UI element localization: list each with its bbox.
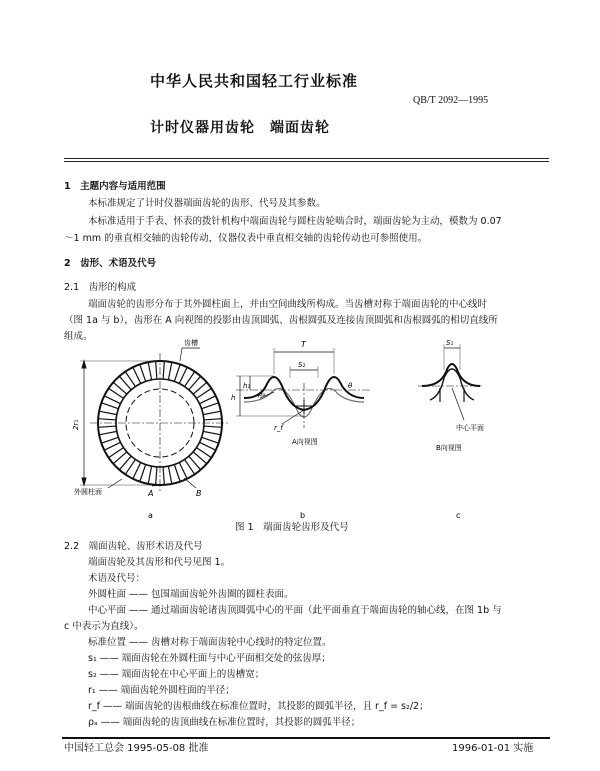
document-title: 计时仪器用齿轮 端面齿轮 <box>150 120 330 136</box>
gear-tooth-line <box>148 362 151 380</box>
section-1-para-2b: ～1 mm 的垂直相交轴的齿轮传动，仪器仪表中垂直相交轴的齿轮传动也可参照使用。 <box>64 233 428 244</box>
section-2-2-line-9: r_f —— 端面齿轮的齿根曲线在标准位置时，其投影的圆弧半径，且 r_f = s₂/2； <box>88 701 429 712</box>
label-outer-cylinder: 外圆柱面 <box>74 488 102 496</box>
gear-tooth-line <box>99 411 117 414</box>
section-2-heading: 2 齿形、术语及代号 <box>64 258 157 269</box>
gear-tooth-line <box>101 403 118 409</box>
gear-tooth-line <box>104 396 120 404</box>
gear-tooth-line <box>163 361 164 379</box>
figure-1-diagram <box>60 338 550 536</box>
b-view-profile-drawing <box>418 344 484 420</box>
gear-tooth-line <box>163 467 164 485</box>
gear-tooth-line <box>140 465 146 482</box>
gear-tooth-line <box>174 364 180 381</box>
section-2-2-line-2: 术语及代号： <box>88 573 146 584</box>
section-2-1-para-b: （图 1a 与 b），齿形在 A 向视图的投影由齿顶圆弧、齿根圆弧及连接齿顶圆弧和齿根圆弧的相切直线所 <box>64 315 498 326</box>
label-A-arrow: A <box>148 489 154 498</box>
gear-tooth-line <box>204 426 222 427</box>
gear-tooth-line <box>140 364 146 381</box>
gear-ring-drawing <box>80 348 230 493</box>
label-a-view: A向视图 <box>292 438 318 446</box>
label-rho: ρₐ <box>258 390 266 398</box>
section-2-2-line-8: r₁ —— 端面齿轮外圆柱面的半径； <box>88 685 235 696</box>
fig-sub-c: c <box>456 511 461 520</box>
footer-approval: 中国轻工总会 1995-05-08 批准 <box>64 743 209 754</box>
label-s2: S₂ <box>298 361 306 369</box>
figure-caption: 图 1 端面齿轮齿形及代号 <box>235 522 349 533</box>
gear-tooth-line <box>200 396 216 404</box>
section-2-2-line-5: 标准位置 —— 齿槽对称于端面齿轮中心线时的特定位置。 <box>88 637 332 648</box>
label-theta: θ <box>348 382 353 390</box>
gear-tooth-line <box>99 431 117 434</box>
gear-tooth-line <box>104 442 120 450</box>
section-2-1-para-a: 端面齿轮的齿形分布于其外圆柱面上，并由空间曲线所构成。当齿槽对称于端面齿轮的中心线时 <box>88 299 488 310</box>
standard-code: QB/T 2092—1995 <box>413 95 489 106</box>
gear-tooth-line <box>168 466 171 484</box>
label-center-plane: 中心平面 <box>456 424 484 432</box>
gear-tooth-line <box>203 431 221 434</box>
gear-tooth-line <box>98 426 116 427</box>
label-T: T <box>301 340 306 349</box>
section-2-2-line-1: 端面齿轮及其齿形和代号见图 1。 <box>88 557 231 568</box>
label-h: h <box>231 394 236 402</box>
section-1-heading: 1 主题内容与适用范围 <box>64 181 166 192</box>
gear-tooth-line <box>179 367 187 383</box>
gear-tooth-line <box>202 437 219 443</box>
footer-effective-date: 1996-01-01 实施 <box>452 743 534 754</box>
section-2-2-heading: 2.2 端面齿轮、齿形术语及代号 <box>64 541 203 552</box>
label-h1: h₁ <box>243 382 251 390</box>
section-2-2-line-6: s₁ —— 端面齿轮在外圆柱面与中心平面相交处的弦齿厚； <box>88 653 331 664</box>
label-b-view: B向视图 <box>436 444 462 452</box>
header-rule-top <box>64 158 549 159</box>
section-2-2-line-4a: 中心平面 —— 通过端面齿轮诸齿顶圆弧中心的平面（此平面垂直于端面齿轮的轴心线，在图 1b 与 <box>88 605 502 616</box>
gear-tooth-line <box>148 466 151 484</box>
label-tooth-slot: 齿槽 <box>184 339 198 347</box>
header-rule-bottom <box>64 161 549 162</box>
label-2r1: 2r₁ <box>72 419 80 430</box>
section-2-1-heading: 2.1 齿形的构成 <box>64 282 137 293</box>
section-2-2-line-7: s₂ —— 端面齿轮在中心平面上的齿槽宽； <box>88 669 265 680</box>
section-2-2-line-10: ρₐ —— 端面齿轮的齿顶曲线在标准位置时，其投影的圆弧半径； <box>88 717 361 728</box>
label-s1: S₁ <box>446 339 454 347</box>
standard-org-title: 中华人民共和国轻工行业标准 <box>150 72 359 90</box>
label-B-arrow: B <box>196 489 202 498</box>
gear-tooth-line <box>204 419 222 420</box>
label-rf: r_f <box>274 424 283 432</box>
gear-tooth-line <box>133 367 141 383</box>
gear-tooth-line <box>98 419 116 420</box>
section-2-1-para-c: 组成。 <box>64 331 93 342</box>
footer-rule <box>62 737 550 739</box>
gear-tooth-line <box>168 362 171 380</box>
gear-tooth-line <box>101 437 118 443</box>
section-1-para-1: 本标准规定了计时仪器端面齿轮的齿形、代号及其参数。 <box>88 198 326 209</box>
fig-sub-a: a <box>148 511 153 520</box>
gear-tooth-line <box>179 463 187 479</box>
gear-tooth-line <box>174 465 180 482</box>
gear-tooth-line <box>133 463 141 479</box>
gear-tooth-line <box>156 467 157 485</box>
section-1-para-2a: 本标准适用于手表、怀表的拨针机构中端面齿轮与圆柱齿轮啮合时，端面齿轮为主动，模数为 0.07 <box>88 216 502 227</box>
gear-tooth-line <box>200 442 216 450</box>
gear-tooth-line <box>156 361 157 379</box>
gear-tooth-line <box>202 403 219 409</box>
section-2-2-line-4b: c 中表示为直线）。 <box>64 621 144 632</box>
gear-tooth-line <box>203 411 221 414</box>
fig-sub-b: b <box>300 511 306 520</box>
section-2-2-line-3: 外圆柱面 —— 包围端面齿轮外齿圈的圆柱表面。 <box>88 589 294 600</box>
